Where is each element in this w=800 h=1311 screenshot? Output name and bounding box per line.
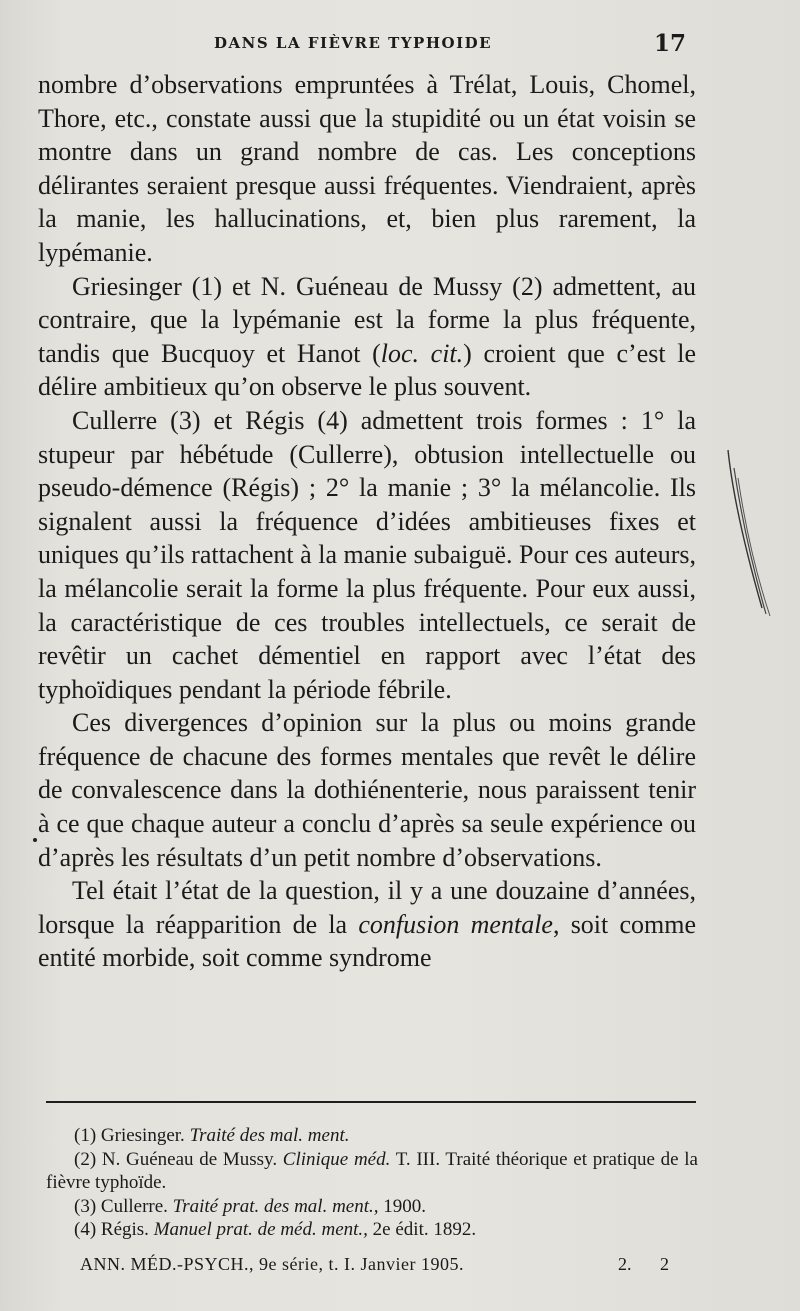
footnote-2 — [46, 1148, 698, 1195]
sheet-signature: 2. — [618, 1254, 632, 1274]
paragraph-1: nombre d’observations empruntées à Trélat, Louis, Chomel, Thore, etc., constate aussi que la stupidité ou un état voisin se montre dans un grand nombre de cas. Les conceptions délirantes seraient presque aussi fréquentes. Viendraient, après la manie, les hallucinations, et, bien plus rarement, la lypémanie. — [38, 70, 696, 267]
footnote-mark: (1) — [74, 1125, 97, 1146]
footnote-title: Traité des mal. ment. — [189, 1125, 350, 1146]
paragraph-2-text-b: ) croient que c’est le délire ambitieux qu’on observe le plus souvent. — [38, 338, 696, 402]
margin-dot — [33, 838, 37, 842]
footnote-1 — [46, 1124, 698, 1148]
footnote-title: Manuel prat. de méd. ment., — [153, 1219, 368, 1240]
running-title: DANS LA FIÈVRE TYPHOIDE — [214, 34, 493, 52]
footnote-mark: (3) — [74, 1195, 97, 1217]
page-number: 17 — [654, 30, 687, 57]
paragraph-2 — [38, 270, 696, 404]
paragraph-2-text-a: Griesinger (1) et N. Guéneau de Mussy (2) admettent, au contraire, que la lypémanie est la forme la plus fréquente, tandis que Bucquoy et Hanot ( — [38, 271, 696, 368]
journal-signature: ANN. MÉD.-PSYCH., 9e série, t. I. Janvier 1905. — [80, 1254, 464, 1274]
paragraph-4: Ces divergences d’opinion sur la plus ou moins grande fréquence de chacune des formes mentales que revêt le délire de convalescence dans la dothiénenterie, nous paraissent tenir à ce que chaque auteur a conclu d’après sa seule expérience ou d’après les résultats d’un petit nombre d’observations. — [38, 708, 696, 872]
citation-loc-cit: loc. cit. — [380, 338, 464, 368]
footnote-author: Régis. — [100, 1219, 149, 1240]
paragraph-5-text-a: Tel était l’état de la question, il y a une douzaine d’années, lorsque la réapparition de la — [38, 876, 696, 939]
paragraph-5-text-b: , soit comme entité morbide, soit comme syndrome — [38, 909, 697, 973]
footnote-rest: T. III. Traité théorique et pratique de la fièvre typhoïde. — [46, 1148, 698, 1193]
footnotes — [46, 1124, 698, 1242]
footnote-mark: (4) — [74, 1219, 97, 1240]
paragraph-3: Cullerre (3) et Régis (4) admettent trois formes : 1° la stupeur par hébétude (Cullerre), obtusion intellectuelle ou pseudo-démence (Régis) ; 2° la manie ; 3° la mélancolie. Ils signalent aussi la fréquence d’idées ambitieuses fixes et uniques qu’ils rattachent à la manie subaiguë. Pour ces auteurs, la mélancolie serait la forme la plus fréquente. Pour eux aussi, la caractéristique de ces troubles intellectuels, ce serait de revêtir un cachet démentiel en rapport avec l’état des typhoïdiques pendant la période fébrile. — [38, 405, 696, 704]
footnote-title: Clinique méd. — [282, 1148, 391, 1170]
footnote-rest: 1900. — [383, 1195, 427, 1217]
sheet-number: 2 — [660, 1254, 669, 1274]
footnote-author: N. Guéneau de Mussy. — [101, 1148, 278, 1170]
footnote-rest: 2e édit. 1892. — [372, 1219, 477, 1240]
footnote-title: Traité prat. des mal. ment., — [172, 1195, 379, 1217]
footnote-author: Cullerre. — [100, 1195, 168, 1217]
footnote-4 — [46, 1218, 698, 1242]
page-header — [0, 30, 800, 64]
footnote-author: Griesinger. — [100, 1125, 185, 1146]
footnote-mark: (2) — [74, 1148, 97, 1170]
page-footer — [80, 1254, 700, 1278]
footnote-rule — [46, 1101, 696, 1103]
term-confusion-mentale: confusion mentale — [358, 909, 553, 939]
margin-pencil-mark — [722, 448, 782, 618]
footnote-3 — [46, 1195, 698, 1219]
paragraph-5 — [38, 874, 696, 975]
body-text — [38, 68, 696, 975]
